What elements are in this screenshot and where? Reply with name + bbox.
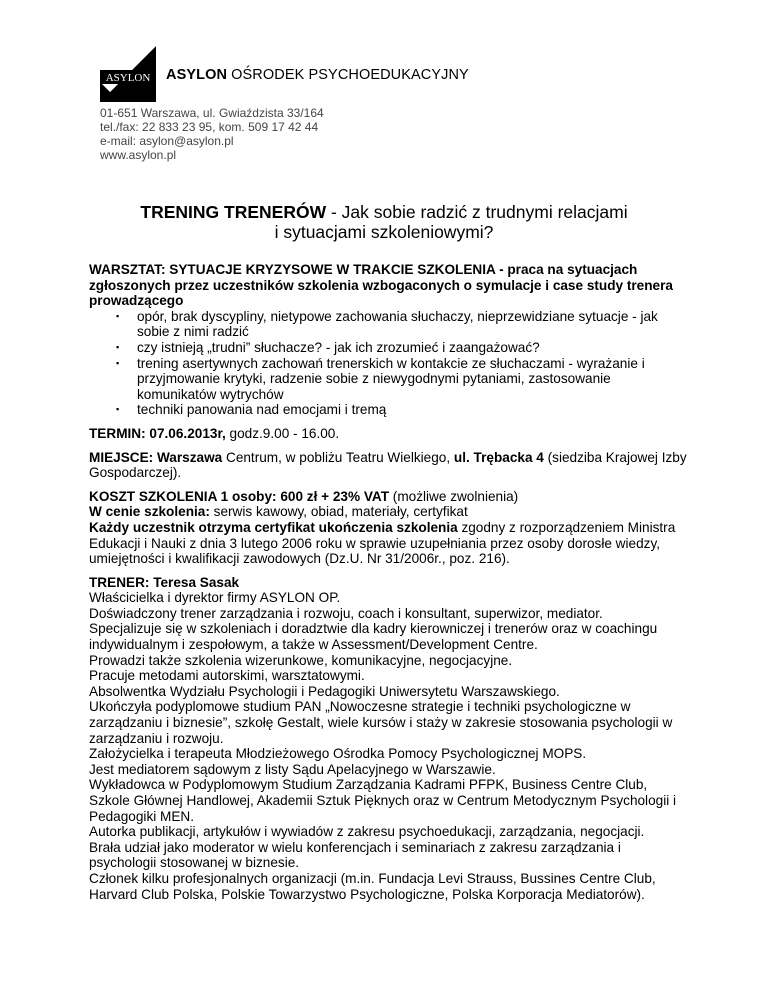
termin-label: TERMIN: 07.06.2013r, [89, 425, 226, 441]
miejsce-label: MIEJSCE: Warszawa [89, 449, 223, 465]
bullet-icon: ▪ [116, 357, 120, 368]
contact-email: e-mail: asylon@asylon.pl [100, 134, 234, 148]
workshop-topics-list [89, 309, 689, 418]
trener-label: TRENER: Teresa Sasak [89, 574, 240, 590]
trener-line: Specjalizuje się w szkoleniach i doradztwie dla kadry kierowniczej i trenerów oraz w coachingu indywidualnym i zespołowym, a także w Assessment/Development Centre. [89, 621, 658, 653]
included-label: W cenie szkolenia: [89, 504, 210, 520]
trener-line: Wykładowca w Podyplomowym Studium Zarządzania Kadrami PFPK, Business Centre Club, Szkole Głównej Handlowej, Akademii Sztuk Pięknych oraz w Centrum Metodycznym Psychologii i Pedagogiki MEN. [89, 777, 677, 824]
logo-mark-icon [100, 46, 156, 102]
title-rest: - Jak sobie radzić z trudnymi relacjami [326, 202, 628, 222]
contact-address: 01-651 Warszawa, ul. Gwiaździsta 33/164 [100, 106, 324, 120]
trener-line: Założycielka i terapeuta Młodzieżowego Ośrodka Pomocy Psychologicznej MOPS. [89, 746, 587, 762]
document-body [89, 262, 689, 902]
list-item: ▪ trening asertywnych zachowań trenerskich w kontakcie ze słuchaczami - wyrażanie i przyjmowanie krytyki, radzenie sobie z niewygodnymi pytaniami, zastosowanie komunikatów wytrychów [116, 355, 645, 402]
contact-info [100, 106, 324, 162]
trener-line: Jest mediatorem sądowym z listy Sądu Apelacyjnego w Warszawie. [89, 761, 496, 777]
termin-section [89, 426, 689, 442]
title-bold: TRENING TRENERÓW [140, 202, 327, 222]
trener-section [89, 575, 689, 902]
trener-line: Właścicielka i dyrektor firmy ASYLON OP. [89, 590, 341, 606]
document-title [0, 202, 768, 242]
koszt-label: KOSZT SZKOLENIA 1 osoby: 600 zł + 23% VAT [89, 488, 390, 504]
list-item: ▪ techniki panowania nad emocjami i tremą [116, 402, 387, 418]
termin-value: godz.9.00 - 16.00. [225, 425, 340, 441]
list-item: ▪ czy istnieją „trudni” słuchacze? - jak ich zrozumieć i zaangażować? [116, 339, 540, 355]
bullet-icon: ▪ [116, 310, 120, 321]
bullet-icon: ▪ [116, 341, 120, 352]
list-item: ▪ opór, brak dyscypliny, nietypowe zachowania słuchaczy, nieprzewidziane sytuacje - jak sobie z nimi radzić [116, 308, 658, 340]
trener-line: Brała udział jako moderator w wielu konferencjach i seminariach z zakresu zarządzania i psychologii stosowanej w biznesie. [89, 839, 621, 871]
miejsce-street: ul. Trębacka 4 [453, 449, 544, 465]
koszt-section: KOSZT SZKOLENIA 1 osoby: 600 zł + 23% VAT (możliwe zwolnienia) W cenie szkolenia: serwis kawowy, obiad, materiały, certyfikat Każdy uczestnik otrzyma certyfikat ukończenia szkolenia zgodny z rozporządzeniem Ministra Edukacji i Nauki z dnia 3 lutego 2006 roku w sprawie uzupełniania przez osoby dorosłe wiedzy, umiejętności i kwalifikacji zawodowych (Dz.U. Nr 31/2006r., poz. 216). [89, 488, 676, 567]
workshop-heading: WARSZTAT: SYTUACJE KRYZYSOWE W TRAKCIE SZKOLENIA - praca na sytuacjach zgłoszonych przez uczestników szkolenia wzbogaconych o symulacje i case study trenera prowadzącego [89, 262, 673, 309]
org-name-rest: OŚRODEK PSYCHOEDUKACYJNY [227, 67, 469, 83]
trener-line: Pracuje metodami autorskimi, warsztatowymi. [89, 668, 365, 684]
miejsce-section: MIEJSCE: Warszawa Centrum, w pobliżu Teatru Wielkiego, ul. Trębacka 4 (siedziba Krajowej Izby Gospodarczej). [89, 449, 687, 481]
trener-line: Doświadczony trener zarządzania i rozwoju, coach i konsultant, superwizor, mediator. [89, 605, 603, 621]
title-line2: i sytuacjami szkoleniowymi? [274, 222, 494, 242]
trener-line: Członek kilku profesjonalnych organizacji (m.in. Fundacja Levi Strauss, Bussines Centre Club, Harvard Club Polska, Polskie Towarzystwo Psychologiczne, Polska Korporacja Mediatorów). [89, 870, 656, 902]
bullet-icon: ▪ [116, 404, 120, 415]
organization-name [166, 67, 469, 83]
trener-line: Ukończyła podyplomowe studium PAN „Nowoczesne strategie i techniki psychologiczne w zarządzaniu i biznesie”, szkołę Gestalt, wiele kursów i staży w zakresie stosowania psychologii w zarządzaniu i rozwoju. [89, 699, 673, 746]
contact-phone: tel./fax: 22 833 23 95, kom. 509 17 42 44 [100, 120, 319, 134]
contact-website: www.asylon.pl [100, 148, 177, 162]
trener-line: Absolwentka Wydziału Psychologii i Pedagogiki Uniwersytetu Warszawskiego. [89, 683, 560, 699]
certificate-label: Każdy uczestnik otrzyma certyfikat ukończenia szkolenia [89, 519, 458, 535]
asylon-logo [100, 46, 156, 102]
trener-line: Prowadzi także szkolenia wizerunkowe, komunikacyjne, negocjacyjne. [89, 652, 513, 668]
org-name-bold: ASYLON [166, 67, 228, 83]
trener-line: Autorka publikacji, artykułów i wywiadów z zakresu psychoedukacji, zarządzania, negocjacji. [89, 824, 645, 840]
logo-text: ASYLON [105, 72, 151, 84]
